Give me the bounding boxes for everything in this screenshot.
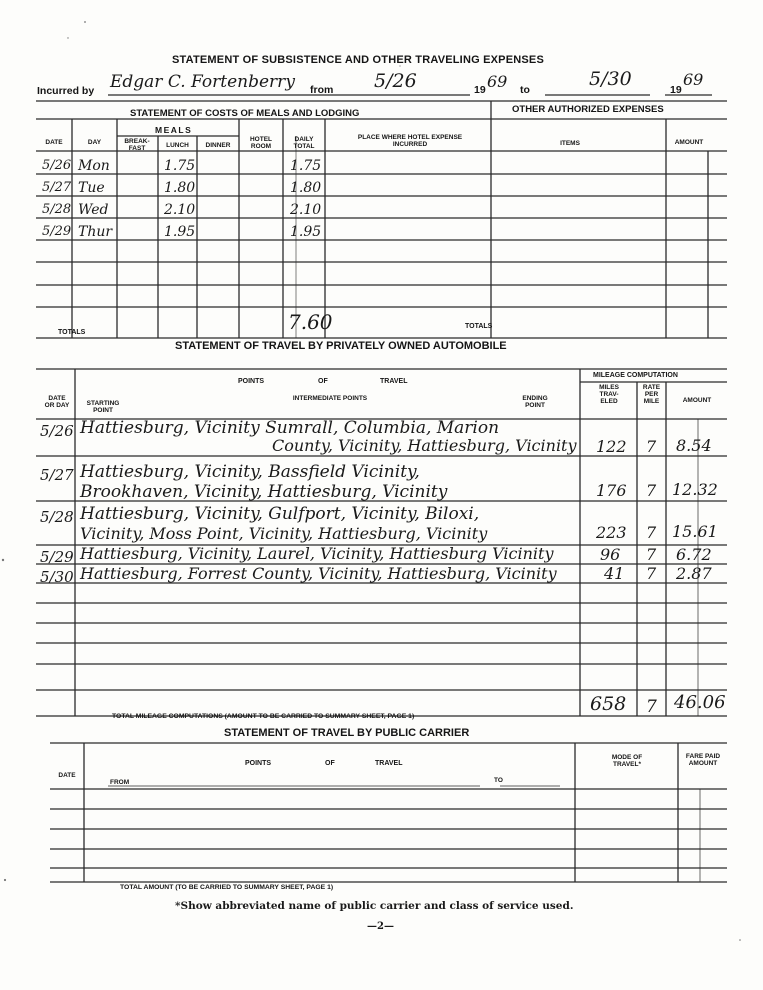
auto-entry-amount: 8.54 [676, 436, 712, 455]
auto-entry-line: Hattiesburg, Vicinity Sumrall, Columbia, Marion [80, 418, 500, 438]
meals-col-day: DAY [87, 139, 102, 146]
auto-entry-rate: 7 [646, 564, 657, 583]
auto-col-date: DATE OR DAY [44, 395, 70, 409]
meal-row-daily: 2.10 [290, 202, 322, 218]
carrier-col-mode: MODE OF TRAVEL* [611, 754, 643, 768]
auto-entry-miles: 122 [596, 437, 627, 456]
carrier-section-title: STATEMENT OF TRAVEL BY PUBLIC CARRIER [224, 727, 470, 739]
auto-entry-rate: 7 [646, 437, 657, 456]
year-prefix-1: 19 [474, 84, 486, 96]
auto-entry-date: 5/27 [40, 466, 74, 484]
auto-of-label: OF [318, 378, 328, 385]
meal-row-day: Mon [78, 158, 110, 174]
carrier-travel-label: TRAVEL [375, 760, 403, 767]
auto-entry-amount: 2.87 [676, 564, 712, 583]
auto-entry-miles: 96 [600, 545, 621, 564]
meals-totals-label: TOTALS [58, 329, 86, 336]
other-col-items: ITEMS [560, 140, 580, 147]
meal-row-day: Wed [78, 202, 109, 218]
auto-travel-label: TRAVEL [380, 378, 408, 385]
meals-col-meals: MEALS [155, 125, 193, 135]
meal-row-date: 5/27 [42, 180, 72, 195]
auto-entry-line: County, Vicinity, Hattiesburg, Vicinity [272, 436, 577, 455]
meal-row-day: Tue [78, 180, 105, 196]
auto-col-start: STARTING POINT [86, 400, 120, 414]
carrier-to-label: TO [494, 777, 503, 784]
meal-row-daily: 1.80 [290, 180, 322, 196]
meal-row-lunch: 1.75 [164, 158, 196, 174]
auto-section-title: STATEMENT OF TRAVEL BY PRIVATELY OWNED AUTOMOBILE [175, 340, 507, 352]
auto-entry-amount: 15.61 [672, 522, 718, 541]
auto-entry-amount: 12.32 [672, 480, 718, 499]
meal-row-day: Thur [78, 224, 113, 240]
meal-row-date: 5/29 [42, 224, 72, 239]
auto-col-ending: ENDING POINT [522, 395, 548, 409]
auto-entry-rate: 7 [646, 545, 657, 564]
meals-total-value: 7.60 [288, 310, 333, 334]
auto-entry-miles: 176 [596, 481, 627, 500]
meal-row-lunch: 1.95 [164, 224, 196, 240]
year-value-1: 69 [487, 72, 508, 91]
total-mileage-label: TOTAL MILEAGE COMPUTATIONS (AMOUNT TO BE CARRIED TO SUMMARY SHEET, PAGE 1) [112, 713, 415, 720]
other-col-amount: AMOUNT [674, 139, 704, 146]
meals-section-title: STATEMENT OF COSTS OF MEALS AND LODGING [130, 108, 360, 119]
auto-entry-line: Hattiesburg, Vicinity, Laurel, Vicinity, Hattiesburg Vicinity [80, 544, 554, 563]
incurred-by-label: Incurred by [37, 85, 95, 97]
meal-row-date: 5/26 [42, 158, 72, 173]
other-totals-label: TOTALS [465, 323, 493, 330]
carrier-col-fare: FARE PAID AMOUNT [685, 753, 721, 767]
auto-entry-line: Brookhaven, Vicinity, Hattiesburg, Vicinity [80, 482, 448, 502]
meals-col-breakfast: BREAK-FAST [124, 138, 150, 152]
auto-entry-rate: 7 [646, 523, 657, 542]
auto-entry-date: 5/29 [40, 548, 74, 566]
from-label: from [310, 84, 334, 96]
meal-row-daily: 1.75 [290, 158, 322, 174]
year-value-2: 69 [683, 70, 704, 89]
auto-col-rate: RATE PER MILE [642, 384, 661, 405]
carrier-total-label: TOTAL AMOUNT (TO BE CARRIED TO SUMMARY SHEET, PAGE 1) [120, 884, 334, 891]
auto-entry-miles: 223 [596, 523, 627, 542]
page-number: —2— [367, 921, 394, 932]
meals-col-dinner: DINNER [205, 142, 231, 149]
auto-entry-date: 5/28 [40, 508, 74, 526]
meal-row-lunch: 1.80 [164, 180, 196, 196]
auto-entry-amount: 6.72 [676, 545, 712, 564]
incurred-by-value: Edgar C. Fortenberry [110, 72, 295, 92]
carrier-col-date: DATE [58, 772, 76, 779]
meals-col-daily: DAILY TOTAL [293, 136, 315, 150]
to-label: to [520, 84, 530, 96]
meals-col-place: PLACE WHERE HOTEL EXPENSE INCURRED [357, 134, 463, 148]
meal-row-lunch: 2.10 [164, 202, 196, 218]
from-date: 5/26 [374, 70, 417, 92]
total-amount: 46.06 [674, 692, 726, 713]
meals-col-date: DATE [45, 139, 63, 146]
auto-entry-rate: 7 [646, 481, 657, 500]
auto-points-label: POINTS [238, 378, 265, 385]
other-expenses-title: OTHER AUTHORIZED EXPENSES [512, 104, 664, 115]
carrier-from-label: FROM [110, 779, 130, 786]
year-prefix-2: 19 [670, 84, 682, 96]
auto-entry-date: 5/30 [40, 568, 74, 586]
auto-col-miles: MILES TRAV-ELED [599, 384, 619, 405]
footnote: *Show abbreviated name of public carrier and class of service used. [175, 900, 574, 912]
meals-col-hotel: HOTEL ROOM [249, 136, 273, 150]
carrier-points-label: POINTS [245, 760, 272, 767]
auto-entry-line: Vicinity, Moss Point, Vicinity, Hattiesburg, Vicinity [80, 524, 488, 543]
auto-entry-line: Hattiesburg, Forrest County, Vicinity, Hattiesburg, Vicinity [80, 564, 557, 583]
total-rate: 7 [646, 697, 657, 717]
auto-entry-miles: 41 [604, 564, 625, 583]
meal-row-daily: 1.95 [290, 224, 322, 240]
meals-col-lunch: LUNCH [166, 142, 189, 149]
to-date: 5/30 [589, 68, 632, 90]
auto-col-amount: AMOUNT [682, 397, 712, 404]
auto-entry-date: 5/26 [40, 422, 74, 440]
mileage-computation-title: MILEAGE COMPUTATION [593, 372, 678, 379]
auto-col-intermediate: INTERMEDIATE POINTS [292, 395, 368, 402]
meal-row-date: 5/28 [42, 202, 72, 217]
total-miles: 658 [590, 693, 627, 715]
form-title: STATEMENT OF SUBSISTENCE AND OTHER TRAVELING EXPENSES [172, 54, 544, 66]
auto-entry-line: Hattiesburg, Vicinity, Bassfield Vicinity, [80, 462, 420, 482]
auto-entry-line: Hattiesburg, Vicinity, Gulfport, Vicinity, Biloxi, [80, 504, 480, 524]
carrier-of-label: OF [325, 760, 335, 767]
